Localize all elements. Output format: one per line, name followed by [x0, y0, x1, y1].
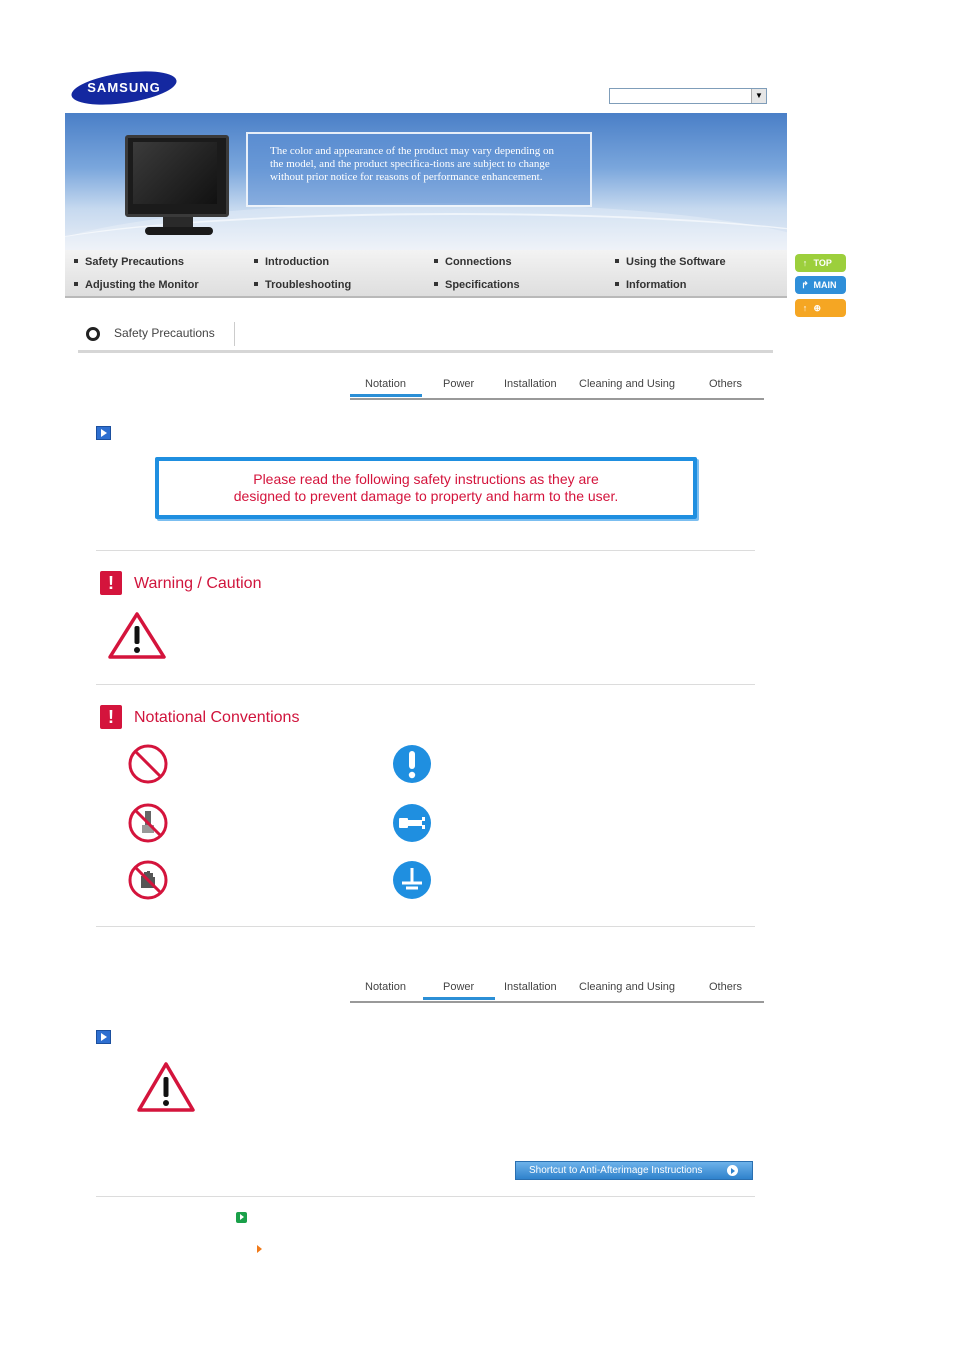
main-menu	[65, 250, 787, 298]
unplug-icon	[392, 803, 432, 843]
menu-item-connections[interactable]: Connections	[434, 256, 512, 268]
print-button[interactable]: ↑ ⊕	[795, 299, 846, 317]
menu-item-using-the-software[interactable]: Using the Software	[615, 256, 726, 268]
arrow-up-icon: ↑	[802, 303, 808, 313]
tab-active-indicator	[350, 394, 422, 397]
menu-item-adjusting-the-monitor[interactable]: Adjusting the Monitor	[74, 279, 199, 291]
divider	[96, 1196, 755, 1197]
samsung-logo[interactable]	[70, 70, 178, 106]
notice-line-2: designed to prevent damage to property and harm to the user.	[233, 488, 619, 504]
notational-conventions-title: Notational Conventions	[134, 709, 300, 726]
ground-icon	[392, 860, 432, 900]
divider	[96, 926, 755, 927]
do-not-disassemble-icon	[128, 803, 168, 843]
important-icon	[392, 744, 432, 784]
tab-notation[interactable]: Notation	[365, 378, 406, 390]
exclamation-icon: !	[100, 571, 122, 595]
tab-installation[interactable]: Installation	[504, 378, 557, 390]
section-tabs	[350, 977, 764, 1003]
banner-note: The color and appearance of the product may vary depending on the model, and the product specifica-tions are subject to change without prior notice for reasons of performance enhancement.	[246, 132, 592, 207]
tab-cleaning-and-using[interactable]: Cleaning and Using	[579, 378, 676, 390]
do-not-touch-icon	[128, 860, 168, 900]
notice-line-1: Please read the following safety instructions as they are	[253, 471, 599, 487]
prohibited-icon	[128, 744, 168, 784]
menu-item-specifications[interactable]: Specifications	[434, 279, 520, 291]
warning-triangle-icon	[107, 611, 167, 659]
tab-others[interactable]: Others	[709, 981, 743, 993]
arrow-right-icon	[727, 1165, 738, 1176]
chevron-down-icon[interactable]: ▼	[751, 89, 766, 103]
bullet-arrow-icon	[257, 1245, 262, 1253]
play-icon	[96, 426, 111, 440]
brand-text: SAMSUNG	[87, 80, 161, 95]
shortcut-label: Shortcut to Anti-Afterimage Instructions	[529, 1165, 703, 1176]
tab-power[interactable]: Power	[443, 378, 475, 390]
section-tabs	[350, 374, 764, 400]
warning-caution-title: Warning / Caution	[134, 575, 262, 592]
breadcrumb-label: Safety Precautions	[114, 326, 215, 340]
tab-others[interactable]: Others	[709, 378, 743, 390]
anti-afterimage-shortcut-button[interactable]	[515, 1161, 753, 1180]
divider	[96, 684, 755, 685]
language-select[interactable]	[609, 88, 767, 104]
menu-item-introduction[interactable]: Introduction	[254, 256, 329, 268]
warning-triangle-icon	[136, 1061, 196, 1113]
divider	[96, 550, 755, 551]
tab-notation[interactable]: Notation	[365, 981, 406, 993]
ring-icon	[86, 327, 100, 341]
breadcrumb	[78, 320, 773, 353]
play-icon	[96, 1030, 111, 1044]
tab-cleaning-and-using[interactable]: Cleaning and Using	[579, 981, 676, 993]
hero-banner	[65, 113, 787, 250]
green-play-icon	[236, 1212, 247, 1223]
tab-installation[interactable]: Installation	[504, 981, 557, 993]
tab-active-indicator	[423, 997, 495, 1000]
exclamation-icon: !	[100, 705, 122, 729]
top-button[interactable]: ↑ TOP	[795, 254, 846, 272]
arrow-up-icon: ↑	[802, 258, 808, 268]
tab-power[interactable]: Power	[443, 981, 475, 993]
menu-item-troubleshooting[interactable]: Troubleshooting	[254, 279, 351, 291]
main-button[interactable]: ↱ MAIN	[795, 276, 846, 294]
menu-item-safety-precautions[interactable]: Safety Precautions	[74, 256, 184, 268]
menu-item-information[interactable]: Information	[615, 279, 687, 291]
safety-notice	[155, 457, 697, 519]
return-icon: ↱	[801, 280, 809, 290]
